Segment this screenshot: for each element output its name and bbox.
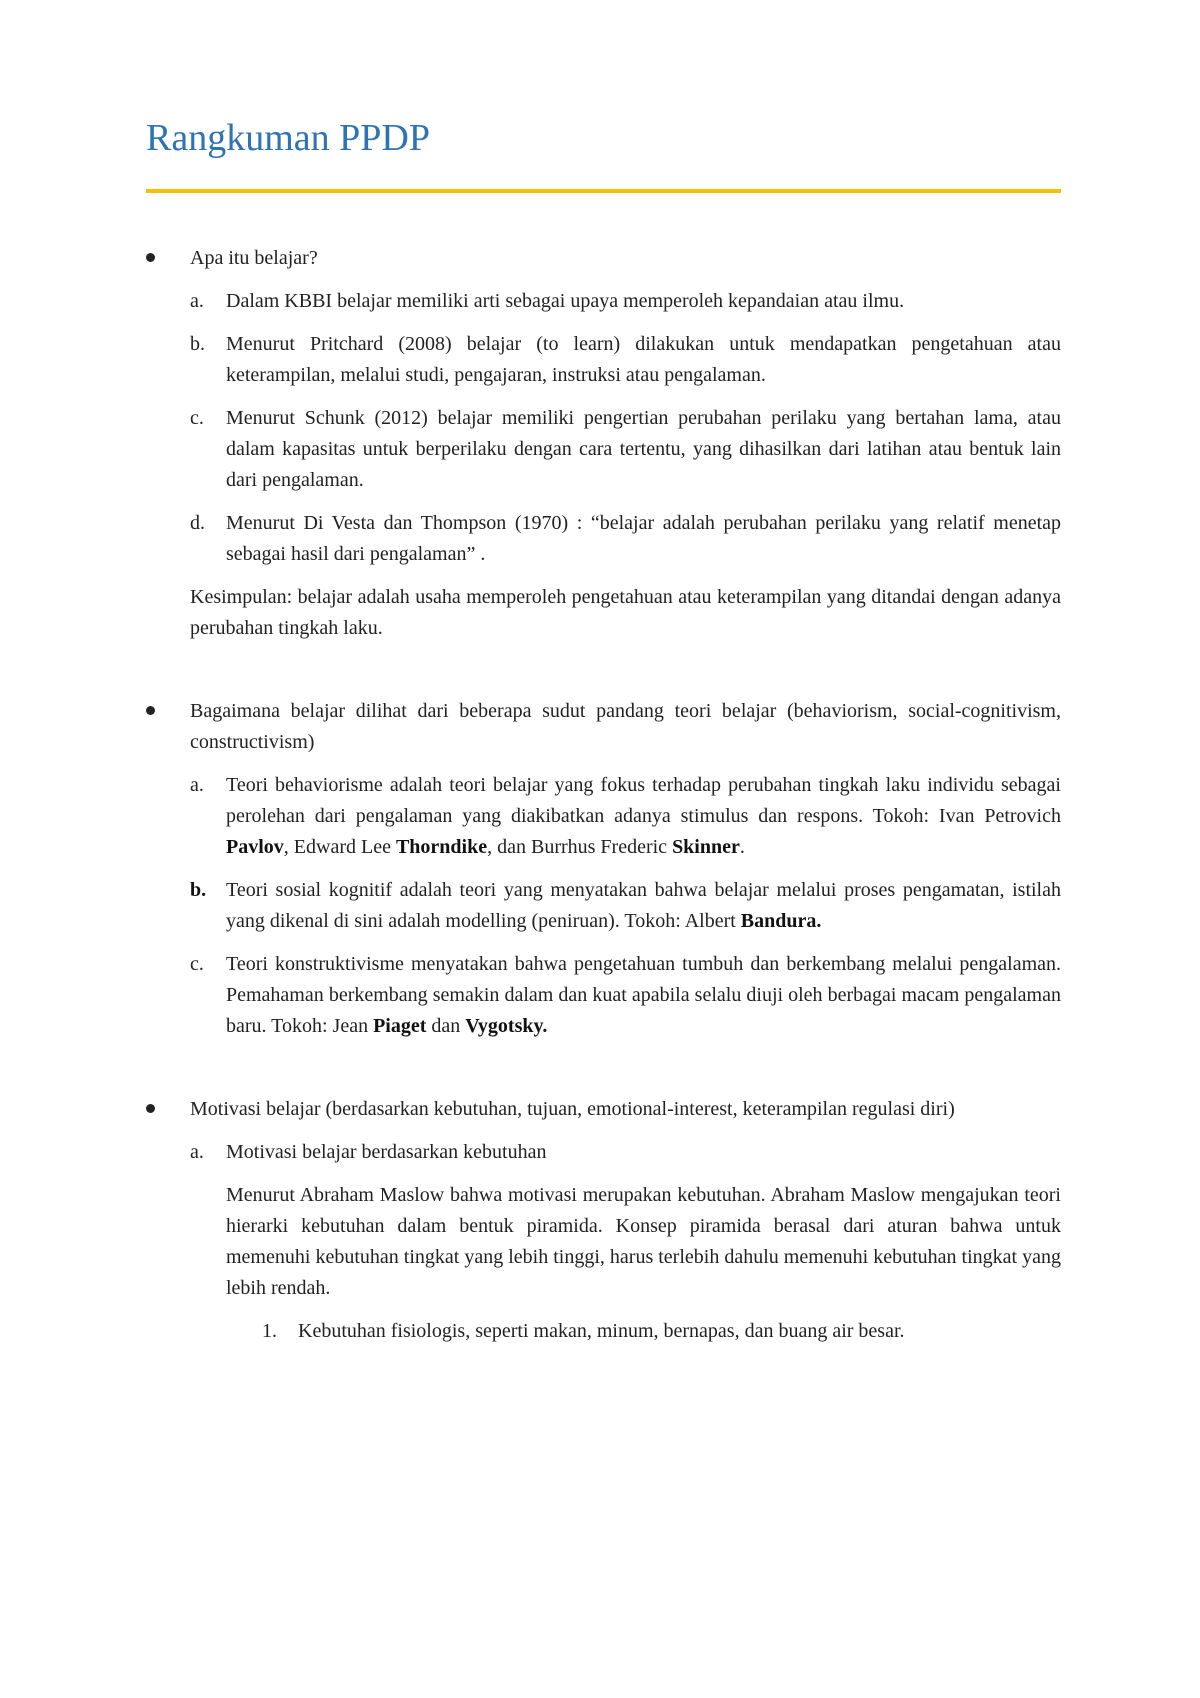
text-run: , Edward Lee	[283, 836, 396, 858]
s1-item-b-text: Menurut Pritchard (2008) belajar (to learn) dilakukan untuk mendapatkan pengetahuan atau keterampilan, melalui studi, pengajaran, instruksi atau pengalaman.	[226, 333, 1061, 386]
list-marker: 1.	[262, 1320, 277, 1342]
document-body	[146, 243, 1061, 1347]
s3-numbered-item-1-text: Kebutuhan fisiologis, seperti makan, minum, bernapas, dan buang air besar.	[298, 1320, 905, 1342]
bullet-icon	[146, 1104, 155, 1113]
s2-item-a	[146, 770, 1061, 863]
title-underline	[146, 189, 1061, 193]
s3-item-a	[146, 1137, 1061, 1168]
s3-maslow-paragraph: Menurut Abraham Maslow bahwa motivasi merupakan kebutuhan. Abraham Maslow mengajukan teori hierarki kebutuhan dalam bentuk piramida. Konsep piramida berasal dari aturan bahwa untuk memenuhi kebutuhan tingkat yang lebih tinggi, harus terlebih dahulu memenuhi kebutuhan tingkat yang lebih rendah.	[226, 1184, 1061, 1299]
s3-item-a-text: Motivasi belajar berdasarkan kebutuhan	[226, 1141, 547, 1163]
list-marker: c.	[190, 407, 204, 429]
document-title: Rangkuman PPDP	[146, 117, 430, 159]
text-run: Teori behaviorisme adalah teori belajar yang fokus terhadap perubahan tingkah laku individu sebagai perolehan dari pengalaman yang diakibatkan adanya stimulus dan respons. Tokoh: Ivan Petrovich	[226, 774, 1061, 827]
s1-item-c-text: Menurut Schunk (2012) belajar memiliki pengertian perubahan perilaku yang bertahan lama, atau dalam kapasitas untuk berperilaku dengan cara tertentu, yang dihasilkan dari latihan atau bentuk lain dari pengalaman.	[226, 407, 1061, 491]
s1-item-d	[146, 508, 1061, 570]
list-marker: a.	[190, 290, 204, 312]
bullet-section-3	[146, 1094, 1061, 1125]
list-marker: b.	[190, 333, 205, 355]
section-1-question: Apa itu belajar?	[190, 247, 318, 269]
text-run: , dan Burrhus Frederic	[487, 836, 673, 858]
s1-item-b	[146, 329, 1061, 391]
s2-item-c	[146, 949, 1061, 1042]
bold-name: Skinner	[672, 836, 740, 858]
bold-name: Bandura.	[740, 910, 822, 932]
s1-item-a-text: Dalam KBBI belajar memiliki arti sebagai upaya memperoleh kepandaian atau ilmu.	[226, 290, 905, 312]
bold-name: Piaget	[373, 1015, 427, 1037]
bullet-section-2	[146, 696, 1061, 758]
text-run: dan	[426, 1015, 466, 1037]
section-3-question: Motivasi belajar (berdasarkan kebutuhan, tujuan, emotional-interest, keterampilan regulasi diri)	[190, 1098, 955, 1120]
s2-item-b	[146, 875, 1061, 937]
list-marker: a.	[190, 1141, 204, 1163]
bold-name: Vygotsky.	[465, 1015, 548, 1037]
text-run: Teori sosial kognitif adalah teori yang menyatakan bahwa belajar melalui proses pengamatan, istilah yang dikenal di sini adalah modelling (peniruan). Tokoh: Albert	[226, 879, 1061, 932]
bullet-icon	[146, 253, 155, 262]
list-marker: d.	[190, 512, 205, 534]
text-run: Teori konstruktivisme menyatakan bahwa pengetahuan tumbuh dan berkembang melalui pengalaman. Pemahaman berkembang semakin dalam dan kuat apabila selalu diuji oleh berbagai macam pengalaman baru. Tokoh: Jean	[226, 953, 1061, 1037]
s3-numbered-item-1	[146, 1316, 1061, 1347]
s2-item-a-text	[226, 770, 1061, 863]
s1-item-c	[146, 403, 1061, 496]
bold-name: Pavlov	[226, 836, 284, 858]
s1-item-d-text: Menurut Di Vesta dan Thompson (1970) : “belajar adalah perubahan perilaku yang relatif menetap sebagai hasil dari pengalaman” .	[226, 512, 1061, 565]
bold-name: Thorndike	[395, 836, 488, 858]
s2-item-b-text	[226, 875, 1061, 937]
bullet-icon	[146, 706, 155, 715]
list-marker: b.	[190, 879, 207, 901]
bullet-section-1	[146, 243, 1061, 274]
list-marker: c.	[190, 953, 204, 975]
s2-item-c-text	[226, 949, 1061, 1042]
text-run: .	[739, 836, 745, 858]
list-marker: a.	[190, 774, 204, 796]
s1-conclusion: Kesimpulan: belajar adalah usaha memperoleh pengetahuan atau keterampilan yang ditandai dengan adanya perubahan tingkah laku.	[190, 586, 1061, 639]
s1-item-a	[146, 286, 1061, 317]
section-2-question: Bagaimana belajar dilihat dari beberapa sudut pandang teori belajar (behaviorism, social-cognitivism, constructivism)	[190, 700, 1061, 753]
